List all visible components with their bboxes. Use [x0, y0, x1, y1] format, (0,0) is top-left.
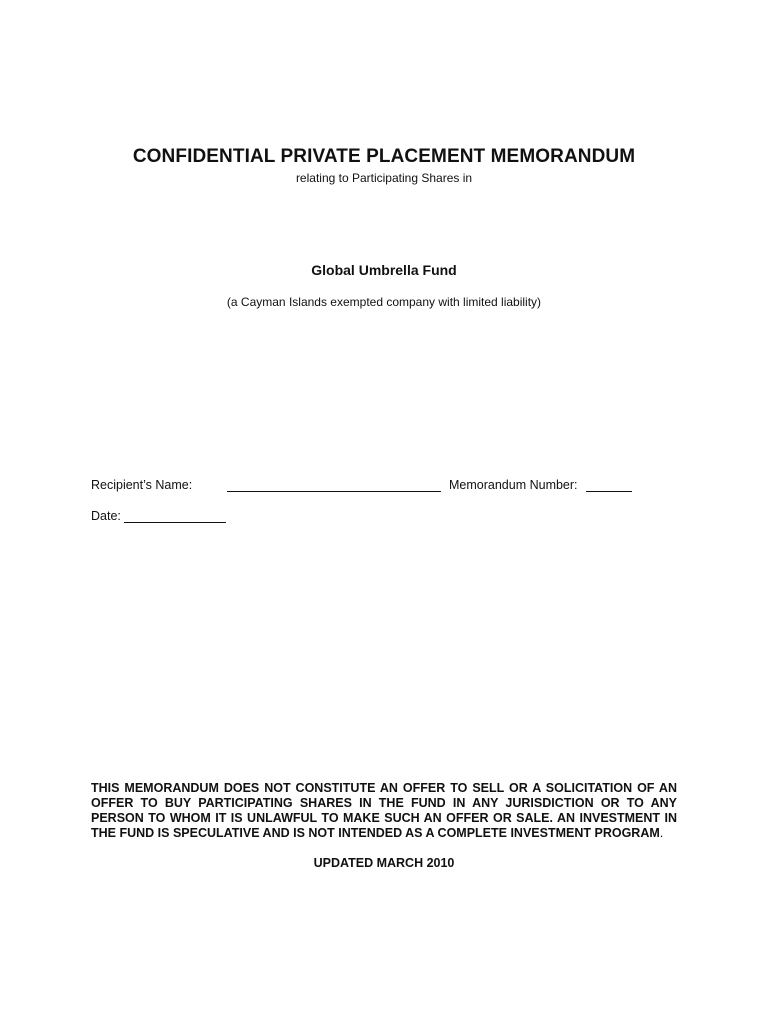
disclaimer-period: .: [659, 826, 664, 840]
updated-date: UPDATED MARCH 2010: [313, 856, 455, 870]
document-subtitle: relating to Participating Shares in: [295, 171, 473, 185]
memorandum-number-field[interactable]: [586, 491, 632, 492]
recipient-name-field[interactable]: [227, 491, 441, 492]
memorandum-number-label: Memorandum Number:: [449, 478, 578, 492]
document-title: CONFIDENTIAL PRIVATE PLACEMENT MEMORANDUM: [132, 146, 636, 167]
date-label: Date:: [91, 509, 121, 523]
disclaimer-paragraph: [91, 781, 677, 841]
fund-description: (a Cayman Islands exempted company with limited liability): [226, 295, 542, 309]
recipient-name-label: Recipient’s Name:: [91, 478, 193, 492]
fund-name: Global Umbrella Fund: [311, 262, 457, 278]
disclaimer-text: THIS MEMORANDUM DOES NOT CONSTITUTE AN OFFER TO SELL OR A SOLICITATION OF AN OFFER TO BUY PARTICIPATING SHARES IN THE FUND IN ANY JURISDICTION OR TO ANY PERSON TO WHOM IT IS UNLAWFUL TO MAKE SUCH AN OFFER OR SALE. AN INVESTMENT IN THE FUND IS SPECULATIVE AND IS NOT INTENDED AS A COMPLETE INVESTMENT PROGRAM: [91, 781, 677, 840]
date-field[interactable]: [124, 522, 226, 523]
